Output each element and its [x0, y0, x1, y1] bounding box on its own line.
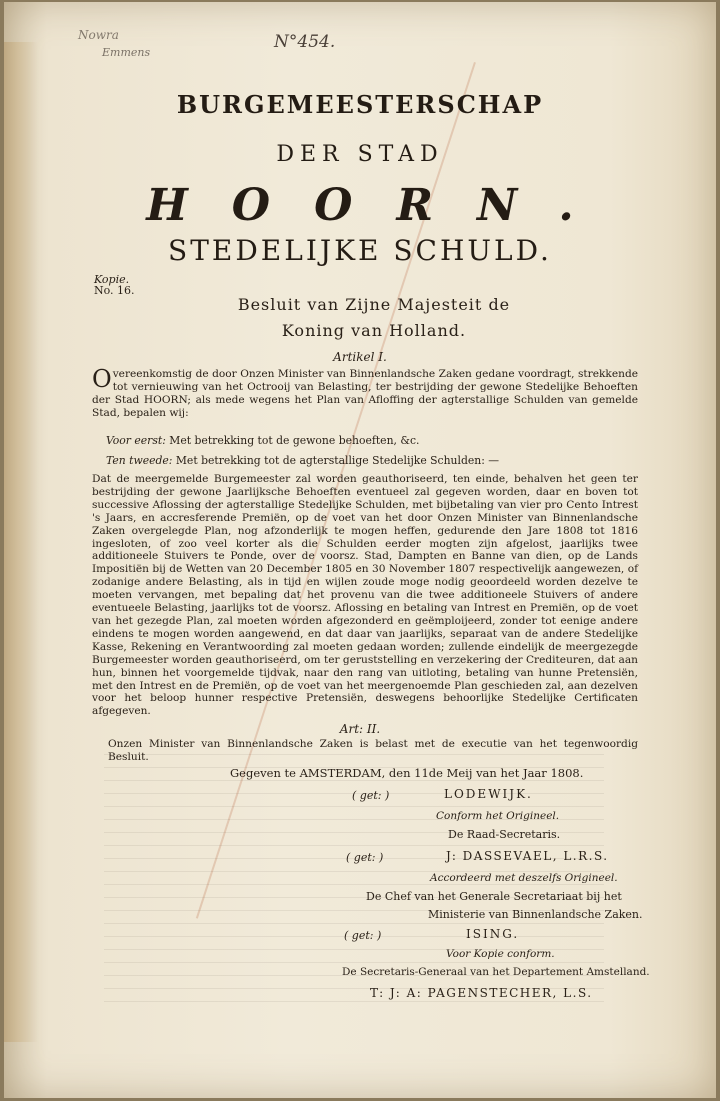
- besluit-line-1: Besluit van Zijne Majesteit de: [237, 295, 511, 314]
- handwritten-name: Emmens: [102, 46, 151, 59]
- given-at-line: Gegeven te AMSTERDAM, den 11de Meij van het Jaar 1808.: [230, 766, 584, 780]
- header-stedelijke-schuld: STEDELIJKE SCHULD.: [168, 234, 552, 267]
- besluit-title: [154, 292, 594, 344]
- header-burgemeesterschap: BURGEMEESTERSCHAP: [176, 90, 544, 119]
- kopie-label-block: [94, 274, 135, 296]
- conform-note: Conform het Origineel.: [436, 810, 560, 822]
- document-sheet: [4, 2, 716, 1098]
- get-marker-1: ( get: ): [352, 789, 390, 802]
- secretaris-generaal: De Secretaris-Generaal van het Departement Amstelland.: [342, 966, 650, 978]
- accordeerd-note: Accordeerd met deszelfs Origineel.: [430, 872, 618, 884]
- handwritten-scrawl: Nowra: [78, 28, 119, 42]
- second-clause-text: Met betrekking tot de agterstallige Stedelijke Schulden: —: [175, 454, 500, 467]
- kopie-conform-note: Voor Kopie conform.: [446, 948, 555, 960]
- intro-text: vereenkomstig de door Onzen Minister van Binnenlandsche Zaken gedane voordragt, strekkende tot vernieuwing van het Octrooij van Belasting, ter bestrijding der gewone Stedelijke Behoeften der Stad HOORN; als mede wegens het Plan van Afloffing der agterstallige Schulden van gemelde Stad, bepalen wij:: [92, 368, 638, 419]
- get-marker-3: ( get: ): [344, 929, 382, 942]
- get-marker-2: ( get: ): [346, 851, 384, 864]
- article-1-intro: [92, 365, 638, 420]
- header-der-stad: DER STAD: [276, 142, 444, 167]
- kopie-number: No. 16.: [94, 284, 135, 297]
- signature-ising: ISING.: [466, 927, 520, 941]
- chef-line-2: Ministerie van Binnenlandsche Zaken.: [428, 908, 643, 921]
- drop-cap: O: [92, 365, 112, 393]
- article-2-heading: Art: II.: [339, 722, 381, 736]
- article-1-body: Dat de meergemelde Burgemeester zal worden geauthoriseerd, ten einde, behalven het geen ter bestrijding der gewone Jaarlijksche Behoeften eventueel zal gegeven worden, daar en boven tot successive Aflossing der agterstallige Stedelijke Schulden, met bijbetaling van vier pro Cento Intrest 's Jaars, en accresferende Premiën, op de voet van het door Onzen Minister van Binnenlandsche Zaken overgelegde Plan, nog afzonderlijk te mogen heffen, gedurende den Jare 1808 tot 1816 ingesloten, of zoo veel korter als die Schulden eerder mogten zijn afgelost, jaarlijks twee additioneele Stuivers te Ponde, over de voorsz. Stad, Dampten en Banne van dien, op de Lands Impositiën bij de Wetten van 20 December 1805 en 30 November 1807 respectivelijk aangewezen, of zodanige andere Belasting, als in tijd en wijlen zoude moge nodig geoordeeld worden dezelve te moeten vervangen, met bepaling dat het provenu van die twee additioneele Stuivers of andere eventueele Belasting, jaarlijks tot de voorsz. Aflossing en betaling van Intrest en Premiën, op de voet van het gezegde Plan, zal moeten worden afgezonderd en geëmploijeerd, zonder tot eenige andere eindens te mogen worden aangewend, en dat daar van jaarlijks, separaat van de andere Stedelijke Kasse, Rekening en Verantwoording zal moeten gedaan worden; zullende eindelijk de meergezegde Burgemeester worden geauthoriseerd, om ter geruststelling en verzekering der Crediteuren, dat aan hun, binnen het voorgemelde tijdvak, naar den rang van uitloting, betaling van hunne Pretensiën, met den Intrest en de Premiën, op de voet van het meergenoemde Plan geschieden zal, aan dezelven voor het beloop hunner respective Pretensiën, deswegens behoorlijke Stedelijke Certificaten afgegeven.: [92, 473, 638, 718]
- article-2-text: Onzen Minister van Binnenlandsche Zaken is belast met de executie van het tegenwoordig Besluit.: [108, 738, 638, 763]
- chef-line-1: De Chef van het Generale Secretariaat bij het: [366, 890, 622, 903]
- handwritten-number: N°454.: [274, 32, 336, 52]
- article-1-heading: Artikel I.: [333, 350, 387, 364]
- raad-secretaris: De Raad-Secretaris.: [448, 828, 561, 841]
- first-clause-label: Voor eerst:: [106, 434, 166, 447]
- kopie-label: Kopie.: [94, 273, 130, 286]
- first-clause: [106, 434, 419, 447]
- signature-pagenstecher: T: J: A: PAGENSTECHER, L.S.: [370, 986, 593, 1000]
- signature-lodewijk: LODEWIJK.: [444, 787, 533, 801]
- besluit-line-2: Koning van Holland.: [281, 321, 467, 340]
- signature-dassevael: J: DASSEVAEL, L.R.S.: [446, 849, 609, 863]
- header-hoorn: HOORN.: [146, 180, 618, 231]
- first-clause-text: Met betrekking tot de gewone behoeften, &c.: [169, 434, 420, 447]
- second-clause: [106, 454, 499, 467]
- second-clause-label: Ten tweede:: [106, 454, 173, 467]
